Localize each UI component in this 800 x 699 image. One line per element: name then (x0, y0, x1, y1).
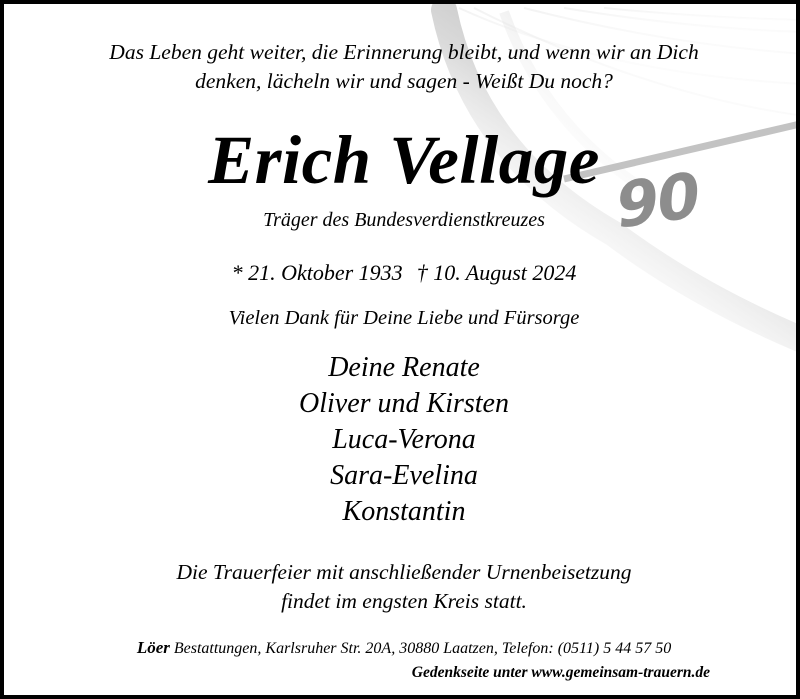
mourner-name: Luca-Verona (332, 424, 476, 455)
funeral-notice (4, 558, 800, 616)
funeral-line-2: findet im engsten Kreis statt. (281, 589, 527, 613)
memorial-page-link[interactable]: Gedenkseite unter www.gemeinsam-trauern.de (411, 664, 710, 681)
deceased-name: Erich Vellage (208, 122, 600, 198)
motto (4, 38, 800, 96)
mourners-list (4, 350, 800, 530)
undertaker-info (4, 637, 800, 660)
undertaker-details: Bestattungen, Karlsruher Str. 20A, 30880 Laatzen, Telefon: (0511) 5 44 57 50 (173, 640, 672, 657)
undertaker-brand: Löer (136, 638, 170, 657)
motto-line-1: Das Leben geht weiter, die Erinnerung bleibt, und wenn wir an Dich (109, 40, 699, 64)
life-dates (4, 259, 800, 287)
mourner-name: Oliver und Kirsten (299, 388, 509, 419)
death-date: † 10. August 2024 (416, 260, 577, 285)
honor-title: Träger des Bundesverdienstkreuzes (263, 209, 545, 231)
thanks-line: Vielen Dank für Deine Liebe und Fürsorge (228, 307, 580, 329)
funeral-line-1: Die Trauerfeier mit anschließender Urnenbeisetzung (176, 560, 632, 584)
mourner-name: Deine Renate (328, 352, 480, 383)
mourner-name: Konstantin (342, 496, 466, 527)
motto-line-2: denken, lächeln wir und sagen - Weißt Du noch? (195, 69, 613, 93)
birth-date: * 21. Oktober 1933 (231, 260, 403, 285)
mourner-name: Sara-Evelina (330, 460, 478, 491)
track-number: 90 (613, 157, 701, 244)
